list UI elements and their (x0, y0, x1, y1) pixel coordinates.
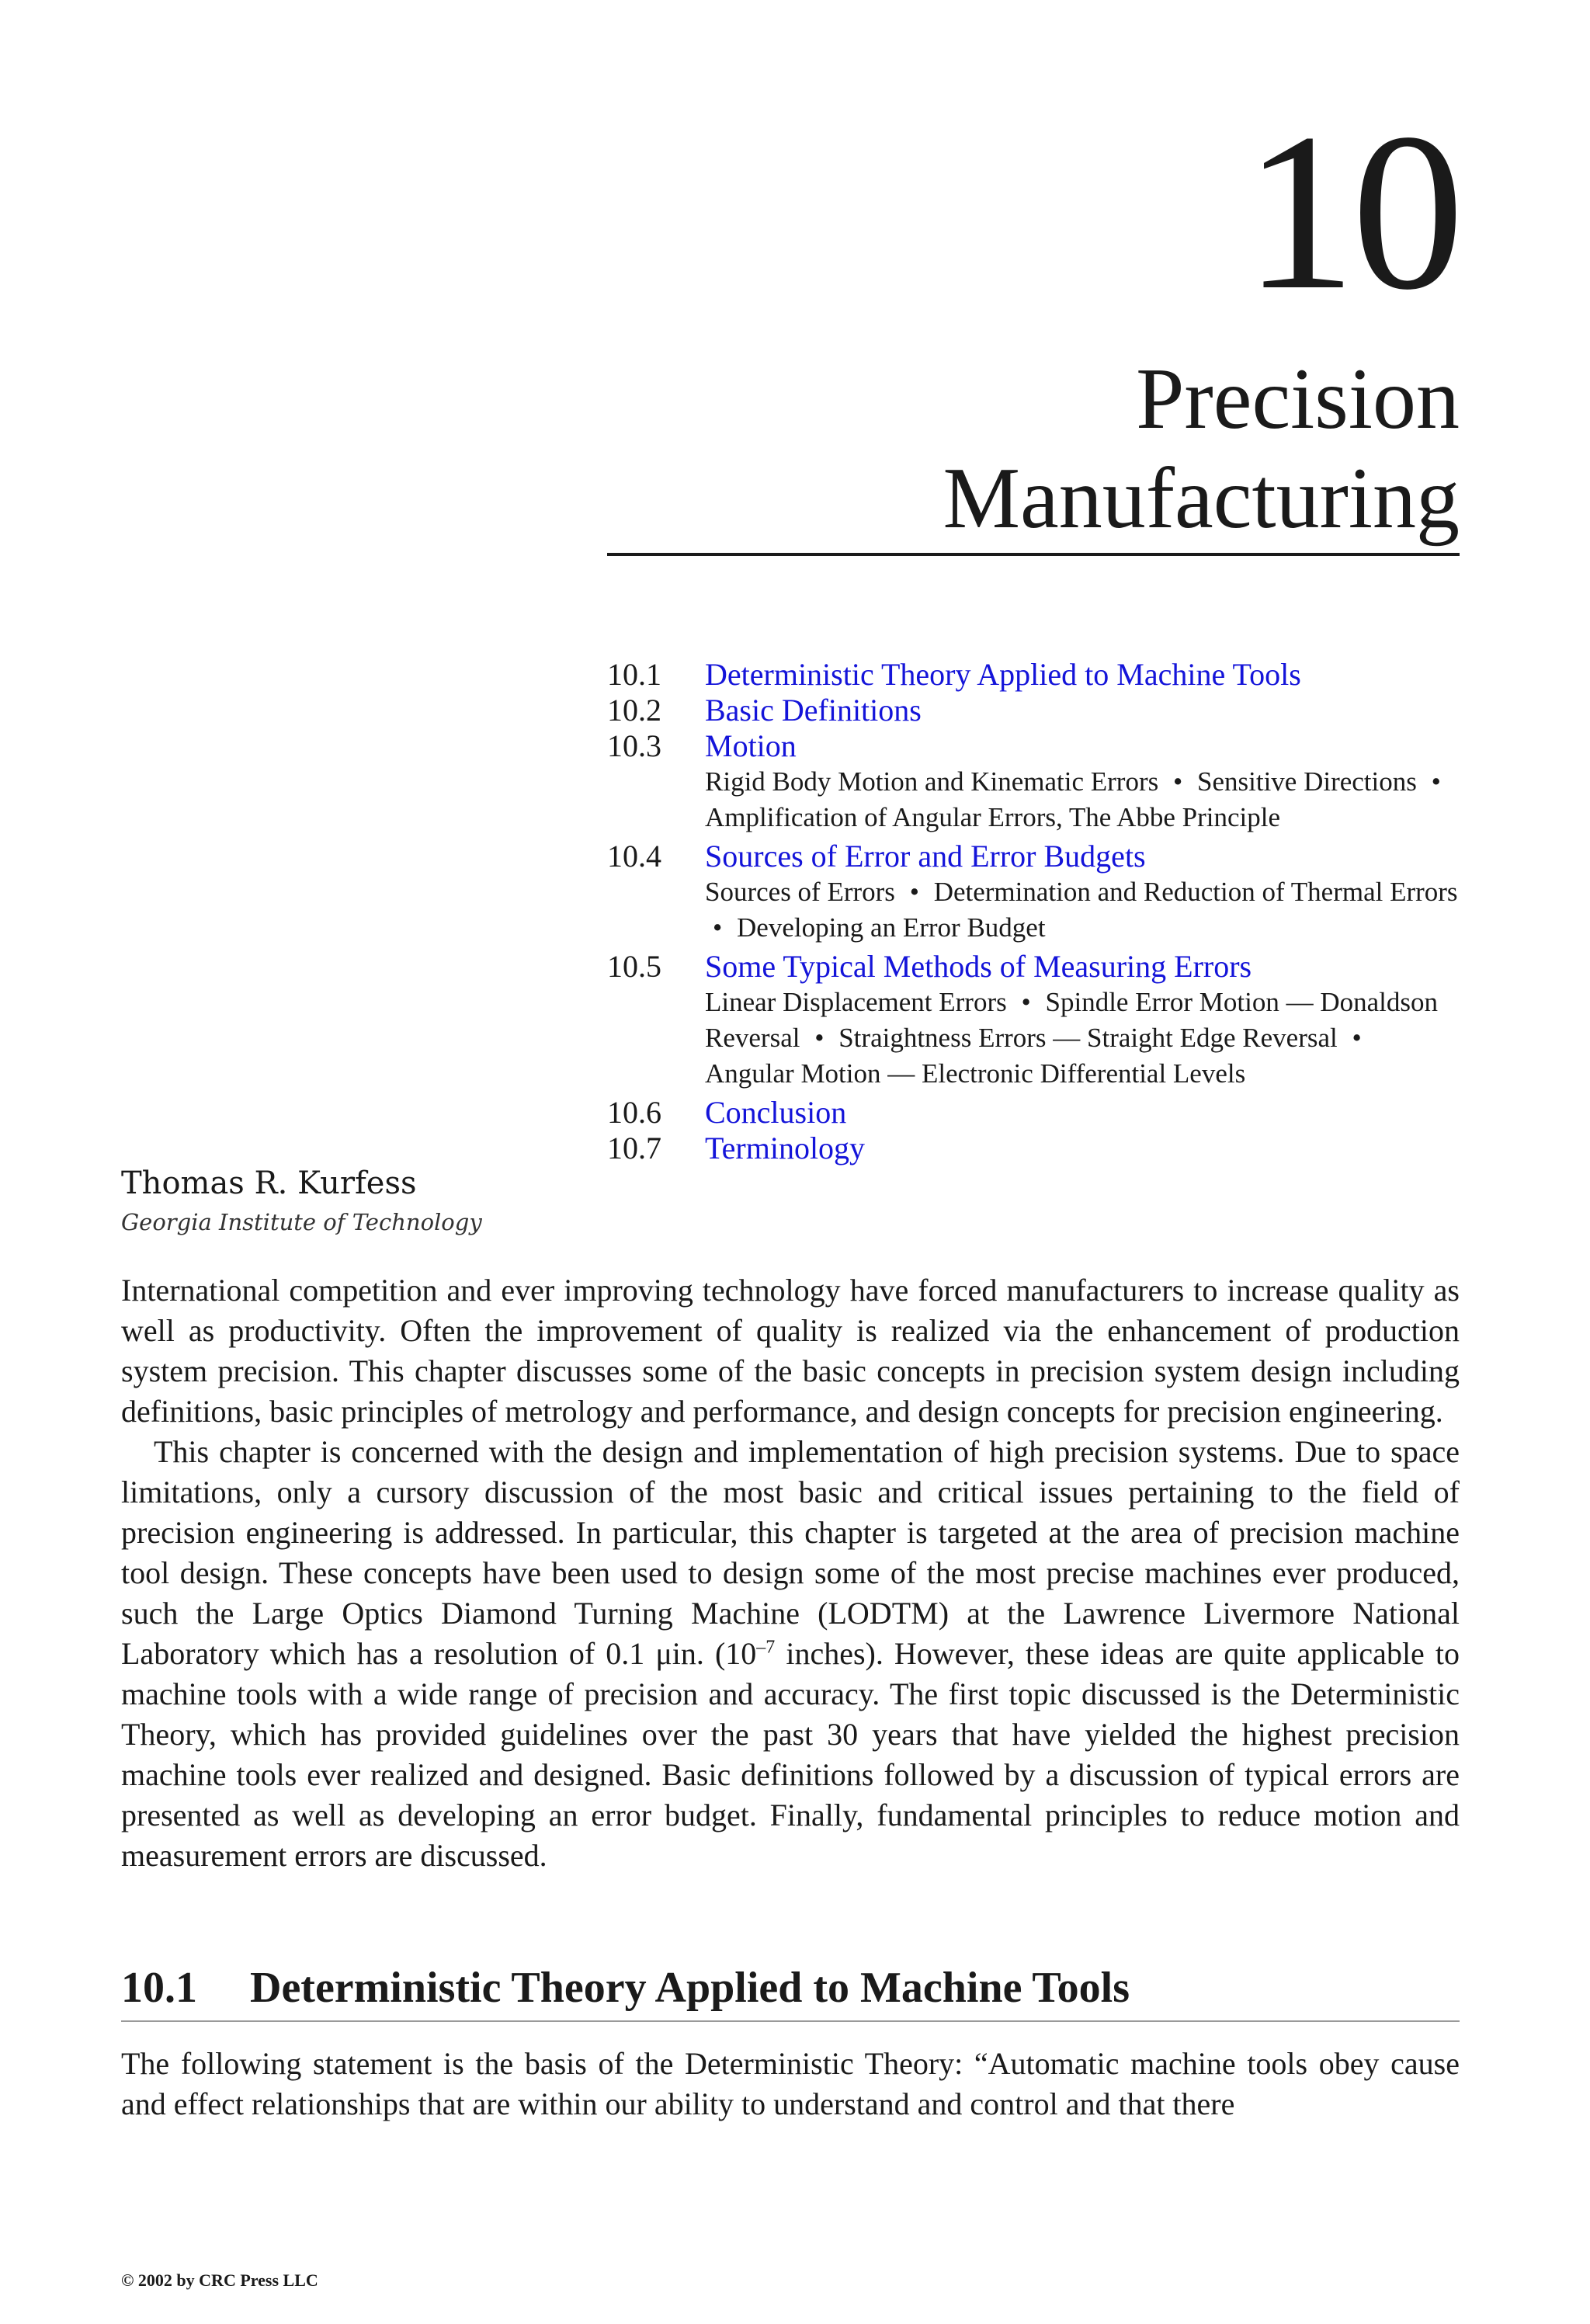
intro-paragraph-2-part-1: This chapter is concerned with the design and implementation of high precision systems. Due to space limitations, only a cursory discussion of the most basic and critical issues pertaining to the field of precision engineering is addressed. In particular, this chapter is targeted at the area of precision machine tool design. These concepts have been used to design some of the most precise machines ever produced, such the Large Optics Diamond Turning Machine (LODTM) at the Lawrence Livermore National Laboratory which has a resolution of 0.1 μin. (10 (121, 1434, 1460, 1671)
toc-subtopic: Sensitive Directions (1197, 766, 1417, 797)
toc-link[interactable]: Basic Definitions (705, 693, 922, 728)
toc-link[interactable]: Terminology (705, 1131, 866, 1165)
toc-entry (607, 839, 1460, 949)
toc-link[interactable]: Sources of Error and Error Budgets (705, 839, 1146, 874)
chapter-title-line-1: Precision (1136, 351, 1460, 447)
toc-entry (607, 1095, 1460, 1131)
toc-entry-number: 10.1 (607, 657, 661, 692)
toc-entry-number: 10.7 (607, 1131, 661, 1165)
toc-entry-number: 10.2 (607, 693, 661, 728)
bullet-separator: • (713, 912, 723, 943)
toc-subtopics (705, 985, 1460, 1095)
toc-entry-number: 10.3 (607, 728, 661, 763)
bullet-separator: • (814, 1023, 825, 1053)
toc-subtopic: Determination and Reduction of Thermal Errors (933, 877, 1458, 907)
bullet-separator: • (1352, 1023, 1362, 1053)
intro-text (121, 1270, 1460, 1876)
author-name: Thomas R. Kurfess (121, 1165, 417, 1201)
table-of-contents (607, 657, 1460, 1166)
bullet-separator: • (1172, 766, 1183, 797)
toc-entry (607, 1131, 1460, 1166)
toc-subtopic: Angular Motion — Electronic Differential Levels (705, 1058, 1246, 1089)
copyright-footer: © 2002 by CRC Press LLC (121, 2270, 318, 2290)
toc-subtopics (705, 764, 1460, 839)
intro-paragraph-1: International competition and ever improving technology have forced manufacturers to increase quality as well as productivity. Often the improvement of quality is realized via the enhancement of production system precision. This chapter discusses some of the basic concepts in precision system design including definitions, basic principles of metrology and performance, and design concepts for precision engineering. (121, 1273, 1460, 1429)
intro-paragraph-2-part-2: inches). However, these ideas are quite applicable to machine tools with a wide range of precision and accuracy. The first topic discussed is the Deterministic Theory, which has provided guidelines over the past 30 years that have yielded the highest precision machine tools ever realized and designed. Basic definitions followed by a discussion of typical errors are presented as well as developing an error budget. Finally, fundamental principles to reduce motion and measurement errors are discussed. (121, 1636, 1460, 1873)
toc-entry-number: 10.5 (607, 949, 661, 984)
title-rule (607, 553, 1460, 556)
bullet-separator: • (909, 877, 919, 907)
author-affiliation: Georgia Institute of Technology (121, 1209, 482, 1235)
section-number: 10.1 (121, 1964, 197, 2012)
toc-entry (607, 657, 1460, 693)
toc-subtopic: Developing an Error Budget (737, 912, 1046, 943)
intro-paragraph-2 (121, 1432, 1460, 1876)
toc-subtopic: Straightness Errors — Straight Edge Reversal (838, 1023, 1338, 1053)
chapter-number: 10 (1244, 87, 1460, 336)
toc-link[interactable]: Some Typical Methods of Measuring Errors (705, 949, 1252, 984)
exponent: –7 (756, 1637, 776, 1658)
author-block (121, 1163, 482, 1241)
bullet-separator: • (1431, 766, 1441, 797)
section-body (121, 2044, 1460, 2124)
toc-entry-number: 10.4 (607, 839, 661, 874)
toc-entry (607, 949, 1460, 1095)
toc-subtopics (705, 874, 1460, 949)
chapter-title-line-2: Manufacturing (943, 450, 1460, 547)
toc-entry (607, 728, 1460, 839)
section-paragraph: The following statement is the basis of the Deterministic Theory: “Automatic machine tools obey cause and effect relationships that are within our ability to understand and control and that there (121, 2046, 1460, 2121)
toc-subtopic: Amplification of Angular Errors, The Abbe Principle (705, 802, 1280, 832)
toc-subtopic: Sources of Errors (705, 877, 895, 907)
toc-subtopic: Linear Displacement Errors (705, 987, 1007, 1017)
chapter-title (943, 349, 1460, 548)
toc-entry-number: 10.6 (607, 1095, 661, 1130)
toc-subtopic: Rigid Body Motion and Kinematic Errors (705, 766, 1159, 797)
toc-entry (607, 693, 1460, 728)
section-title: Deterministic Theory Applied to Machine Tools (250, 1964, 1130, 2012)
toc-link[interactable]: Deterministic Theory Applied to Machine Tools (705, 657, 1301, 692)
toc-link[interactable]: Conclusion (705, 1095, 847, 1130)
section-heading (121, 1955, 1460, 2022)
toc-subtopic: Spindle Error Motion — Donaldson Reversal (705, 987, 1439, 1053)
toc-link[interactable]: Motion (705, 728, 797, 763)
bullet-separator: • (1021, 987, 1031, 1017)
